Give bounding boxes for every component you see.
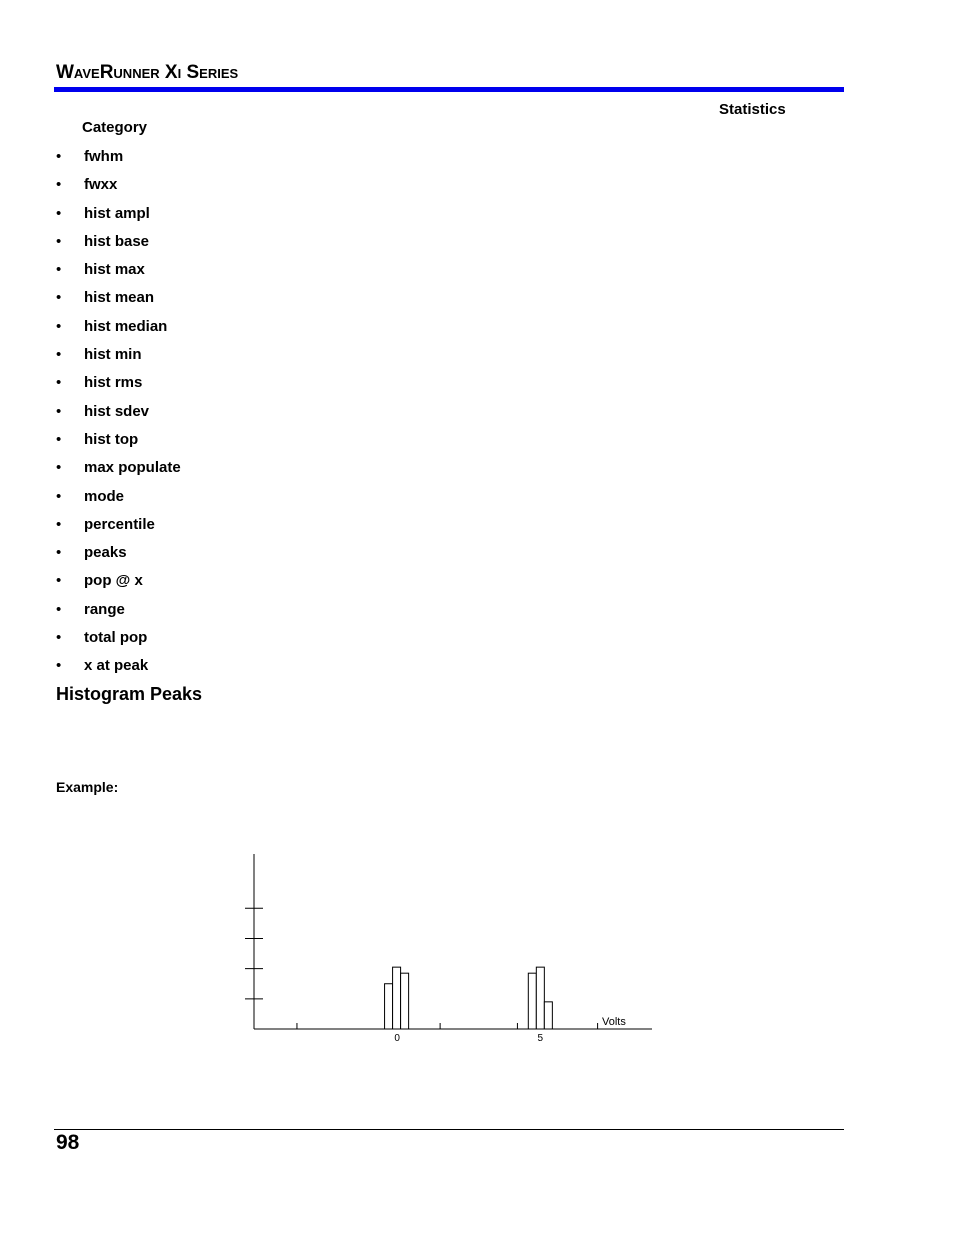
x-tick-label: 5 xyxy=(537,1033,544,1044)
header-rule xyxy=(54,87,844,92)
category-column-header: Category xyxy=(82,119,148,136)
list-item xyxy=(56,624,181,652)
list-item-label: hist sdev xyxy=(84,402,150,420)
category-list xyxy=(56,143,181,681)
list-item-label: fwxx xyxy=(84,176,118,194)
list-item-label: mode xyxy=(84,487,125,505)
bullet-icon: • xyxy=(56,430,62,448)
list-item-label: fwhm xyxy=(84,148,124,165)
list-item xyxy=(56,143,181,171)
running-header: WaveRunner Xi Series xyxy=(56,62,239,83)
bullet-icon: • xyxy=(56,204,62,222)
list-item xyxy=(56,398,181,426)
list-item-label: x at peak xyxy=(84,657,149,675)
list-item xyxy=(56,567,181,595)
bullet-icon: • xyxy=(56,544,62,562)
list-item-label: range xyxy=(84,600,125,618)
list-item-label: hist top xyxy=(84,430,139,448)
list-item xyxy=(56,284,181,312)
list-item-label: total pop xyxy=(84,629,148,647)
list-item-label: peaks xyxy=(84,544,127,562)
bullet-icon: • xyxy=(56,261,62,279)
bullet-icon: • xyxy=(56,459,62,477)
bullet-icon: • xyxy=(56,629,62,647)
list-item xyxy=(56,341,181,369)
list-item xyxy=(56,596,181,624)
footer-rule xyxy=(54,1129,844,1130)
list-item xyxy=(56,313,181,341)
bullet-icon: • xyxy=(56,515,62,533)
list-item xyxy=(56,200,181,228)
bullet-icon: • xyxy=(56,657,62,675)
bullet-icon: • xyxy=(56,487,62,505)
bullet-icon: • xyxy=(56,346,62,364)
list-item xyxy=(56,483,181,511)
list-item-label: max populate xyxy=(84,459,181,477)
list-item-label: pop @ x xyxy=(84,572,143,590)
list-item-label: hist min xyxy=(84,346,142,364)
bullet-icon: • xyxy=(56,289,62,307)
page-number: 98 xyxy=(56,1131,80,1154)
histogram-bar xyxy=(536,967,544,1029)
bullet-icon: • xyxy=(56,148,62,165)
statistics-column-header: Statistics xyxy=(719,101,786,118)
list-item-label: hist base xyxy=(84,232,150,250)
histogram-bar xyxy=(385,984,393,1029)
bullet-icon: • xyxy=(56,402,62,420)
list-item xyxy=(56,228,181,256)
list-item xyxy=(56,256,181,284)
list-item xyxy=(56,454,181,482)
list-item-label: hist ampl xyxy=(84,204,150,222)
x-axis-label: Volts xyxy=(602,1016,626,1028)
list-item-label: hist rms xyxy=(84,374,143,392)
list-item xyxy=(56,539,181,567)
histogram-bar xyxy=(528,973,536,1029)
list-item xyxy=(56,511,181,539)
histogram-bar xyxy=(544,1002,552,1029)
bullet-icon: • xyxy=(56,232,62,250)
example-label: Example: xyxy=(56,779,119,795)
bullet-icon: • xyxy=(56,317,62,335)
histogram-bar xyxy=(393,967,401,1029)
bullet-icon: • xyxy=(56,374,62,392)
list-item-label: hist mean xyxy=(84,289,155,307)
bullet-icon: • xyxy=(56,600,62,618)
list-item xyxy=(56,652,181,680)
bullet-icon: • xyxy=(56,572,62,590)
list-item xyxy=(56,426,181,454)
section-title: Histogram Peaks xyxy=(56,684,203,704)
histogram-bar xyxy=(401,973,409,1029)
histogram-chart xyxy=(240,850,660,1050)
bullet-icon: • xyxy=(56,176,62,194)
list-item xyxy=(56,171,181,199)
list-item xyxy=(56,369,181,397)
list-item-label: hist median xyxy=(84,317,168,335)
list-item-label: percentile xyxy=(84,515,155,533)
x-tick-label: 0 xyxy=(394,1033,400,1044)
list-item-label: hist max xyxy=(84,261,145,279)
